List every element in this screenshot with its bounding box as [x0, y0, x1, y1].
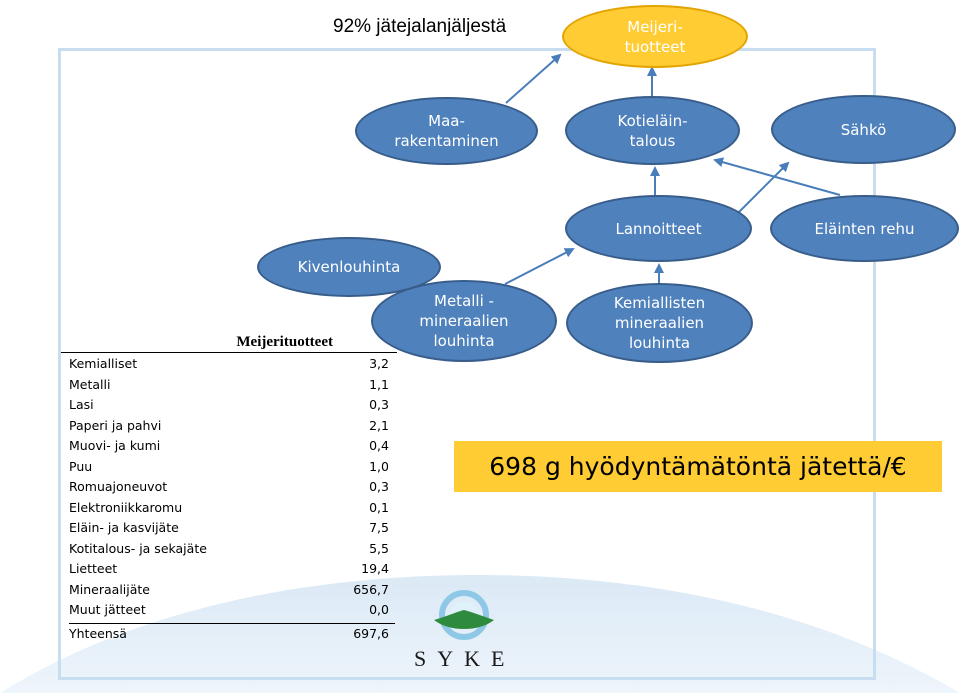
node-sahko	[771, 95, 956, 164]
table-header-label: Meijerituotteet	[236, 334, 333, 350]
row-value: 19,4	[361, 561, 389, 576]
row-label: Muovi- ja kumi	[69, 438, 161, 453]
node-kemiallisten-louhinta	[566, 283, 753, 363]
node-meijerituotteet-top	[562, 5, 748, 68]
arrow-metalli-to-lannoitteet	[505, 249, 573, 284]
row-label: Romuajoneuvot	[69, 479, 168, 494]
row-label: Kemialliset	[69, 356, 138, 371]
node-label: Maa- rakentaminen	[394, 112, 499, 150]
row-value: 1,1	[369, 376, 389, 392]
row-value: 0,4	[369, 438, 389, 453]
table-total-row	[69, 623, 395, 644]
table-row	[69, 457, 395, 477]
syke-logo-icon	[428, 590, 502, 646]
row-value: 0,3	[369, 479, 389, 494]
table-row	[69, 600, 395, 620]
row-value: 656,7	[353, 581, 389, 597]
syke-logo-text: SYKE	[414, 646, 516, 671]
table-row	[69, 416, 395, 436]
table-row	[69, 539, 395, 559]
page-title: 92% jätejalanjäljestä	[333, 16, 507, 37]
row-value: 7,5	[369, 520, 389, 535]
table-row	[69, 477, 395, 497]
node-label: Lannoitteet	[615, 219, 702, 238]
row-label: Elektroniikkaromu	[69, 499, 183, 515]
node-maarakentaminen	[355, 97, 538, 165]
table-row	[69, 354, 395, 374]
node-kotielaintalous	[565, 96, 740, 165]
node-label: Eläinten rehu	[814, 219, 915, 238]
table-row	[69, 580, 395, 600]
node-elainten-rehu	[770, 195, 959, 262]
table-row	[69, 498, 395, 518]
arrow-maarakentaminen-to-meijerituotteet	[506, 55, 560, 103]
row-label: Paperi ja pahvi	[69, 417, 162, 433]
table-row	[69, 395, 395, 415]
row-label: Kotitalous- ja sekajäte	[69, 540, 207, 556]
table-row	[69, 559, 395, 579]
arrow-lannoitteet-to-sahko	[738, 163, 788, 213]
row-label: Muut jätteet	[69, 602, 146, 617]
row-value: 2,1	[369, 417, 389, 433]
row-label: Eläin- ja kasvijäte	[69, 520, 179, 535]
node-label: Metalli - mineraalien louhinta	[419, 292, 509, 350]
table-row	[69, 375, 395, 395]
table-header	[61, 334, 397, 353]
total-value: 697,6	[353, 625, 389, 641]
node-metalli-louhinta	[371, 280, 557, 362]
total-label: Yhteensä	[69, 625, 127, 641]
row-value: 0,0	[369, 602, 389, 617]
row-value: 3,2	[369, 356, 389, 371]
arrow-elaintenrehu-to-kotielaintalous	[715, 160, 840, 195]
row-value: 0,1	[369, 499, 389, 515]
row-label: Metalli	[69, 376, 111, 392]
summary-banner: 698 g hyödyntämätöntä jätettä/€	[454, 441, 942, 492]
table-row	[69, 436, 395, 456]
row-value: 5,5	[369, 540, 389, 556]
node-lannoitteet	[565, 195, 752, 262]
table-row	[69, 518, 395, 538]
row-value: 0,3	[369, 397, 389, 412]
row-value: 1,0	[369, 458, 389, 474]
row-label: Puu	[69, 458, 93, 474]
node-label: Kemiallisten mineraalien louhinta	[613, 294, 706, 352]
row-label: Mineraalijäte	[69, 581, 150, 597]
node-label: Sähkö	[840, 120, 887, 139]
row-label: Lietteet	[69, 561, 118, 576]
node-label: Meijeri- tuotteet	[624, 17, 686, 56]
row-label: Lasi	[69, 397, 94, 412]
node-label: Kivenlouhinta	[297, 258, 401, 276]
node-label: Kotieläin- talous	[617, 111, 688, 150]
